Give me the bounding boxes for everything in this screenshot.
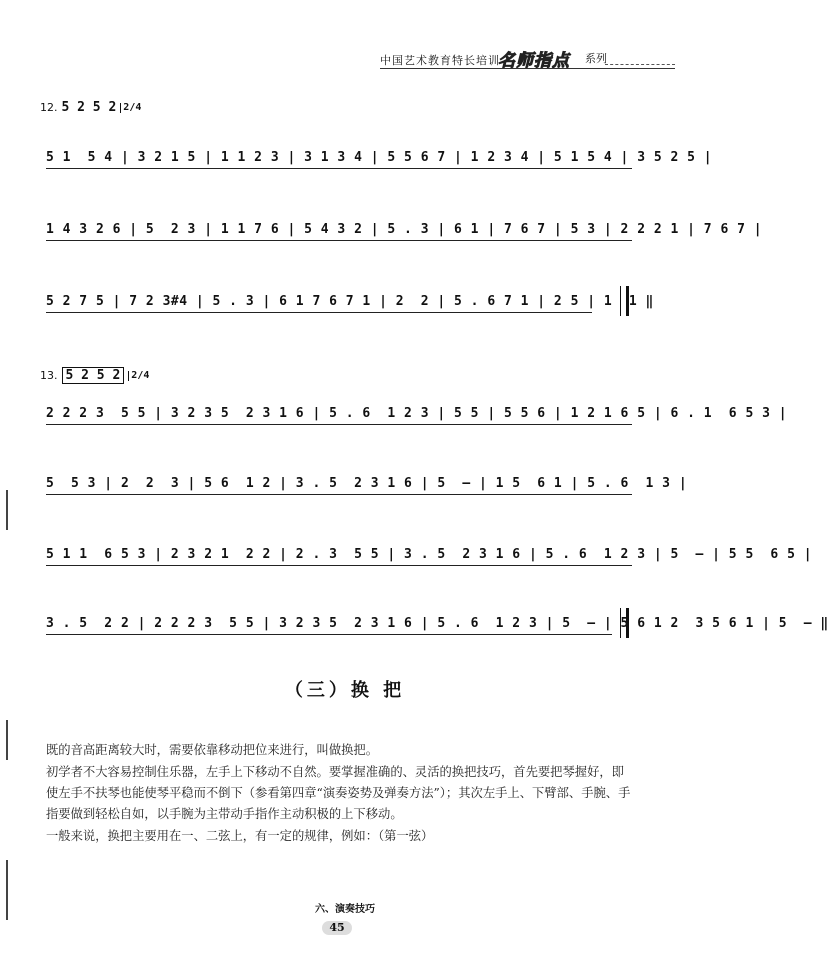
beam-line (46, 312, 592, 313)
notation: 2 2 2 3 5 5 | 3 2 3 5 2 3 1 6 | 5 . 6 1 2 3 | 5 5 | 5 5 6 | 1 2 1 6 5 | 6 . 1 6 5 3 | (46, 406, 788, 421)
beam-line (46, 424, 632, 425)
paragraph: 既的音高距离较大时，需要依靠移动把位来进行，叫做换把。 (46, 743, 379, 757)
score-line (46, 146, 713, 176)
score-line (46, 290, 654, 320)
header-dashed-rule (605, 64, 675, 65)
notation: 1 4 3 2 6 | 5 2 3 | 1 1 7 6 | 5 4 3 2 | 5 . 3 | 6 1 | 7 6 7 | 5 3 | 2 2 2 1 | 7 6 7 | (46, 222, 763, 237)
notation: 5 1 5 4 | 3 2 1 5 | 1 1 2 3 | 3 1 3 4 | 5 5 6 7 | 1 2 3 4 | 5 1 5 4 | 3 5 2 5 | (46, 150, 713, 165)
score-line (46, 543, 813, 573)
score-line (46, 612, 829, 642)
page-number: 45 (322, 921, 352, 935)
notation: 5 5 3 | 2 2 3 | 5 6 1 2 | 3 . 5 2 3 1 6 | 5 – | 1 5 6 1 | 5 . 6 1 3 | (46, 476, 688, 491)
time-signature: 2/4 (128, 371, 149, 381)
beam-line (46, 168, 632, 169)
paragraph: 初学者不大容易控制住乐器，左手上下移动不自然。要掌握准确的、灵活的换把技巧，首先要把琴握好，即使左手不扶琴也能使琴平稳而不倒下（参看第四章“演奏姿势及弹奏方法”）；其次左手上、下臂部、手腕、手指要做到轻松自如，以手腕为主带动手指作主动积极的上下移动。 (46, 765, 631, 821)
final-barline (620, 608, 629, 638)
tuning-notes: 5 2 5 2 (62, 367, 125, 384)
series-title: 中国艺术教育特长培训 (380, 54, 500, 67)
scan-margin-mark (6, 720, 8, 760)
chapter-footer: 六、演奏技巧 (315, 904, 375, 915)
section-title: （三）换 把 (284, 680, 406, 701)
score-line (46, 472, 688, 502)
beam-line (46, 494, 632, 495)
running-header (380, 48, 675, 70)
score-line (46, 402, 788, 432)
scan-margin-mark (6, 490, 8, 530)
beam-line (46, 240, 632, 241)
series-suffix: 系列 (585, 52, 607, 65)
header-rule (380, 68, 675, 69)
scan-margin-mark (6, 860, 8, 920)
example-number: 13. (40, 369, 58, 382)
beam-line (46, 634, 612, 635)
final-barline (620, 286, 629, 316)
time-signature: 2/4 (120, 103, 141, 113)
tuning-notes: 5 2 5 2 (61, 100, 117, 115)
paragraph: 一般来说，换把主要用在一、二弦上，有一定的规律，例如：（第一弦） (46, 829, 434, 843)
example-13-label (40, 368, 149, 383)
notation: 5 1 1 6 5 3 | 2 3 2 1 2 2 | 2 . 3 5 5 | 3 . 5 2 3 1 6 | 5 . 6 1 2 3 | 5 – | 5 5 6 5 | (46, 547, 813, 562)
notation: 5 2 7 5 | 7 2 3#4 | 5 . 3 | 6 1 7 6 7 1 | 2 2 | 5 . 6 7 1 | 2 5 | 1 1 ‖ (46, 294, 654, 309)
example-number: 12. (40, 101, 58, 114)
brand-logo: 名师指点 (498, 51, 570, 71)
beam-line (46, 565, 632, 566)
example-12-label (40, 100, 141, 115)
notation: 3 . 5 2 2 | 2 2 2 3 5 5 | 3 2 3 5 2 3 1 6 | 5 . 6 1 2 3 | 5 – | 5 6 1 2 3 5 6 1 | 5 – ‖ (46, 616, 829, 631)
score-line (46, 218, 763, 248)
